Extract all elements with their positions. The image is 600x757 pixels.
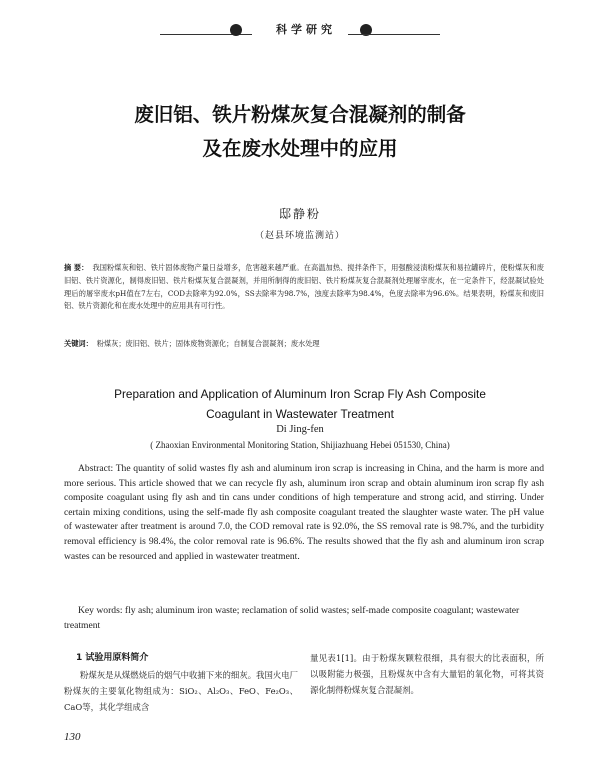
title-line-2: 及在废水处理中的应用: [202, 137, 398, 160]
running-header: [0, 18, 600, 40]
english-title: [60, 384, 540, 424]
abstract-cn-text: 我国粉煤灰和铝、铁片固体废物产量日益增多，危害越来越严重。在高温加热、搅拌条件下，用强酸浸渍粉煤灰和易拉罐碎片，使粉煤灰和废旧铝、铁片资源化，制得废旧铝、铁片粉煤灰复合混凝剂，并用所制得的废旧铝、铁片粉煤灰复合混凝剂处理屠宰废水，在一定条件下，经混凝试验处理后的屠宰废水pH值在7左右，COD去除率为92.0%，SS去除率为98.7%，浊度去除率为98.4%，色度去除率为96.6%。结果表明，粉煤灰和废旧铝、铁片资源化和在废水处理中的应用具有可行性。: [64, 263, 544, 311]
keywords-cn-label: 关键词：: [64, 339, 93, 348]
english-affiliation: ( Zhaoxian Environmental Monitoring Station, Shijiazhuang Hebei 051530, China): [150, 440, 450, 450]
keywords-cn-text: 粉煤灰；废旧铝、铁片；固体废物资源化；自制复合混凝剂；废水处理: [96, 339, 320, 348]
body-paragraph-left: 粉煤灰是从煤燃烧后的烟气中收捕下来的细灰。我国火电厂粉煤灰的主要氧化物组成为：SiO₂、Al₂O₃、FeO、Fe₂O₃、CaO等，其化学组成含: [64, 670, 298, 712]
page-number: 130: [64, 731, 81, 743]
body-paragraph-right: 量见表1[1]。由于粉煤灰颗粒很细，具有很大的比表面积，所以吸附能力极强，且粉煤灰中含有大量铝的氧化物，可将其资源化制得粉煤灰复合混凝剂。: [310, 653, 544, 695]
keywords-english: Key words: fly ash; aluminum iron waste; reclamation of solid wastes; self-made composite coagulant; wastewater treatment: [64, 605, 520, 631]
english-title-line-1: Preparation and Application of Aluminum Iron Scrap Fly Ash Composite: [114, 387, 486, 401]
header-section-title: 科学研究: [276, 23, 336, 36]
title-line-1: 废旧铝、铁片粉煤灰复合混凝剂的制备: [134, 103, 466, 126]
abstract-chinese: [64, 262, 544, 313]
header-ornament-left-icon: [230, 24, 242, 36]
body-column-left: [64, 650, 298, 715]
body-column-right: [310, 650, 544, 698]
header-rule-right: [348, 34, 440, 35]
author-affiliation: （赵县环境监测站）: [254, 231, 345, 241]
english-title-line-2: Coagulant in Wastewater Treatment: [206, 407, 394, 421]
paper-title: [80, 98, 520, 166]
section-heading: 1 试验用原料简介: [76, 653, 149, 663]
english-author: Di Jing-fen: [276, 424, 324, 435]
author-name: 邸静粉: [278, 207, 321, 221]
abstract-english: Abstract: The quantity of solid wastes fly ash and aluminum iron scrap is increasing in China, and the harm is more and more serious. This article showed that we can recycle fly ash, aluminum iron scrap and obtain aluminum iron scrap fly ash composite coagulant using fly ash and tin cans under conditions of high temperature and strong acid, and stirring. Under certain mixing conditions, using the self-made fly ash composite coagulant treated the slaughter waste water. The pH value of wastewater after treatment is around 7.0, the COD removal rate is 92.0%, the SS removal rate is 98.7%, and the turbidity removal efficiency is 98.4%, the color removal rate is 96.6%. The results showed that the fly ash and aluminum iron scrap wastes can be resourced and applied in wastewater treatment.: [64, 463, 544, 562]
keywords-chinese: [64, 338, 544, 350]
abstract-cn-label: 摘 要：: [64, 263, 89, 272]
